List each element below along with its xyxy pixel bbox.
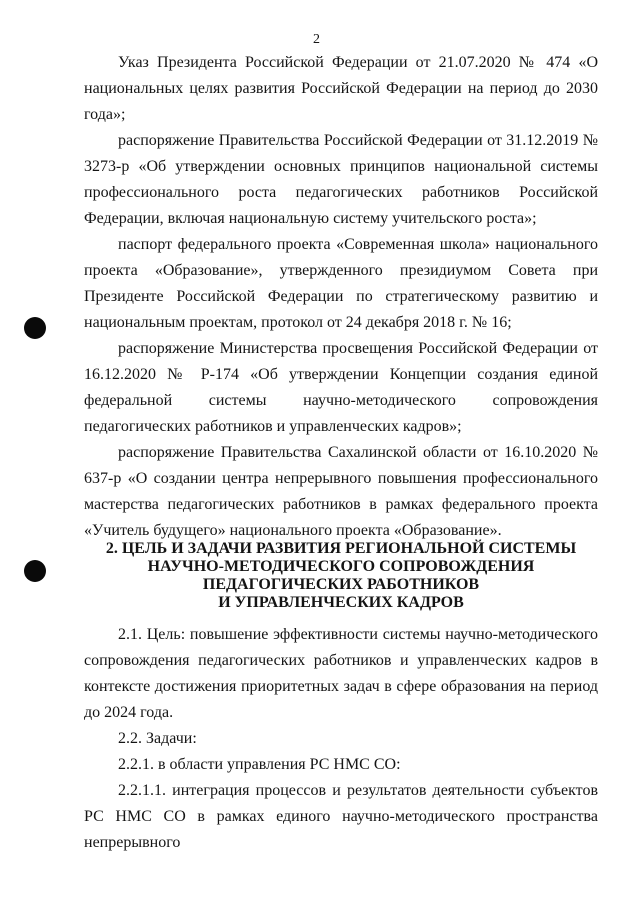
task-2-2-1: 2.2.1. в области управления РС НМС СО: — [118, 756, 401, 773]
goal-paragraph: 2.1. Цель: повышение эффективности системы научно-методического сопровождения педагогических работников и управленческих кадров в контексте достижения приоритетных задач в сфере образования на период до 2024 года. — [84, 626, 598, 721]
reference-order-3273: распоряжение Правительства Российской Федерации от 31.12.2019 № 3273-р «Об утверждении основных принципов национальной системы профессионального роста педагогических работников Российской Федерации, включая национальную систему учительского роста»; — [84, 132, 598, 227]
reference-passport-modern-school: паспорт федерального проекта «Современная школа» национального проекта «Образование», утвержденного президиумом Совета при Президенте Российской Федерации по стратегическому развитию и национальным проектам, протокол от 24 декабря 2018 г. № 16; — [84, 236, 598, 331]
section-body — [84, 622, 598, 856]
page-number: 2 — [313, 32, 320, 47]
punch-hole-bottom — [24, 560, 46, 582]
section-heading-line: НАУЧНО-МЕТОДИЧЕСКОГО СОПРОВОЖДЕНИЯ — [147, 558, 535, 575]
task-2-2-1-1: 2.2.1.1. интеграция процессов и результатов деятельности субъектов РС НМС СО в рамках единого научно-методического пространства непрерывного — [84, 782, 598, 851]
reference-decree-474: Указ Президента Российской Федерации от 21.07.2020 № 474 «О национальных целях развития Российской Федерации на период до 2030 года»; — [84, 54, 598, 123]
section-heading — [84, 540, 598, 612]
section-heading-line: ПЕДАГОГИЧЕСКИХ РАБОТНИКОВ — [202, 576, 480, 593]
section-heading-line: 2. ЦЕЛЬ И ЗАДАЧИ РАЗВИТИЯ РЕГИОНАЛЬНОЙ СИСТЕМЫ — [105, 540, 577, 557]
punch-hole-top — [24, 317, 46, 339]
reference-order-637: распоряжение Правительства Сахалинской области от 16.10.2020 № 637-р «О создании центра непрерывного повышения профессионального мастерства педагогических работников в рамках федерального проекта «Учитель будущего» национального проекта «Образование». — [84, 444, 598, 539]
section-heading-line: И УПРАВЛЕНЧЕСКИХ КАДРОВ — [218, 594, 464, 611]
reference-order-r174: распоряжение Министерства просвещения Российской Федерации от 16.12.2020 № Р-174 «Об утверждении Концепции создания единой федеральной системы научно-методического сопровождения педагогических работников и управленческих кадров»; — [84, 340, 598, 435]
tasks-label: 2.2. Задачи: — [118, 730, 197, 747]
references-list — [84, 50, 598, 544]
